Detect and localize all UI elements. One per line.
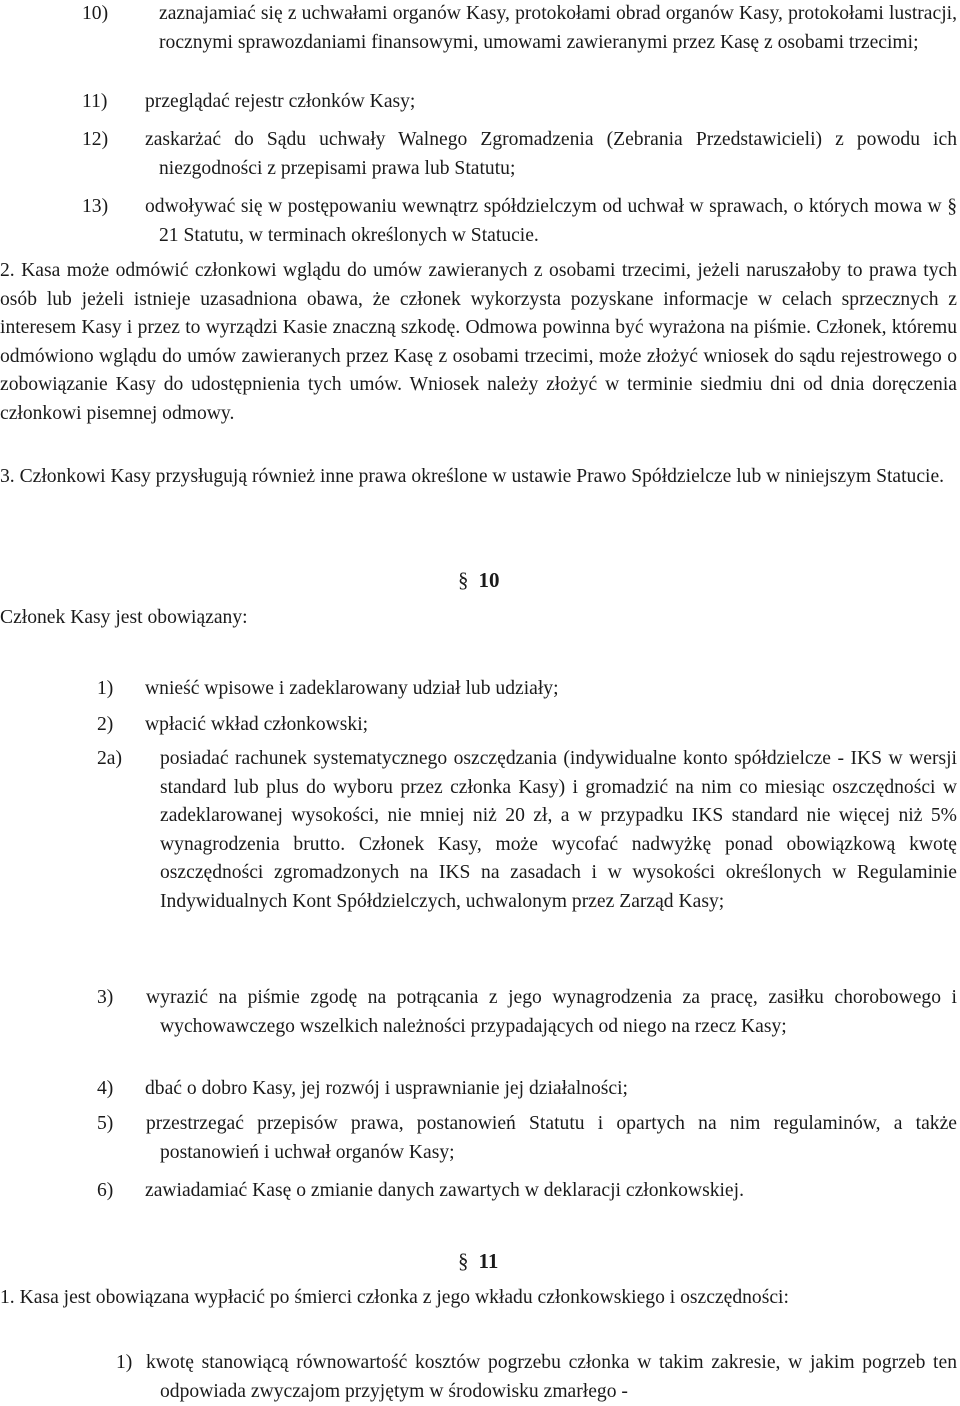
item-text: dbać o dobro Kasy, jej rozwój i usprawnianie jej działalności; — [145, 1078, 628, 1099]
list-item — [82, 0, 957, 57]
item-text: odwoływać się w postępowaniu wewnątrz spółdzielczym od uchwał w sprawach, o których mowa w § 21 Statutu, w terminach określonych w Statucie. — [145, 196, 957, 246]
item-text: wpłacić wkład członkowski; — [145, 714, 369, 735]
paragraph-2: 2. Kasa może odmówić członkowi wglądu do umów zawieranych z osobami trzecimi, jeżeli naruszałoby to prawa tych osób lub jeżeli istnieje uzasadniona obawa, że członek wykorzysta pozyskane informacje w celach sprzecznych z interesem Kasy i przez to wyrządzi Kasie znaczną szkodę. Odmowa powinna być wyrażona na piśmie. Członek, któremu odmówiono wglądu do umów zawieranych przez Kasę z osobami trzecimi, może złożyć wniosek do sądu rejestrowego o zobowiązanie Kasy do udostępnienia tych umów. Wniosek należy złożyć w terminie siedmiu dni od dnia doręczenia członkowi pisemnej odmowy. — [0, 260, 957, 424]
list-item — [116, 1349, 957, 1406]
item-text: zaznajamiać się z uchwałami organów Kasy, protokołami obrad organów Kasy, protokołami lustracji, rocznymi sprawozdaniami finansowymi, umowami zawieranymi przez Kasę z osobami trzecimi; — [159, 3, 957, 53]
section-heading-10 — [458, 566, 500, 595]
list-item — [97, 1177, 957, 1206]
section-11-paragraph-1: 1. Kasa jest obowiązana wypłacić po śmierci członka z jego wkładu członkowskiego i oszczędności: — [0, 1287, 789, 1308]
list-item — [82, 126, 957, 183]
section-number: 10 — [478, 568, 500, 592]
list-item — [97, 675, 957, 704]
item-text: przestrzegać przepisów prawa, postanowień Statutu i opartych na nim regulaminów, a także postanowień i uchwał organów Kasy; — [146, 1113, 957, 1163]
list-item — [97, 984, 957, 1041]
item-text: kwotę stanowiącą równowartość kosztów pogrzebu członka w takim zakresie, w jakim pogrzeb ten odpowiada zwyczajom przyjętym w środowisku zmarłego - — [146, 1352, 957, 1402]
item-text: wnieść wpisowe i zadeklarowany udział lub udziały; — [145, 678, 559, 699]
item-number: 12) — [82, 129, 109, 150]
section-intro: Członek Kasy jest obowiązany: — [0, 607, 248, 628]
item-text: wyrazić na piśmie zgodę na potrącania z jego wynagrodzenia za pracę, zasiłku chorobowego i wychowawczego wszelkich należności przypadających od niego na rzecz Kasy; — [146, 987, 957, 1037]
item-text: zaskarżać do Sądu uchwały Walnego Zgromadzenia (Zebrania Przedstawicieli) z powodu ich niezgodności z przepisami prawa lub Statutu; — [145, 129, 957, 179]
item-number: 2a) — [97, 748, 123, 769]
section-symbol: § — [458, 1249, 469, 1273]
item-text: posiadać rachunek systematycznego oszczędzania (indywidualne konto spółdzielcze - IKS w wersji standard lub plus do wyboru przez członka Kasy) i gromadzić na nim co miesiąc oszczędności w zadeklarowanej wysokości, nie mniej niż 20 zł, a w przypadku IKS standard nie więcej niż 5% wynagrodzenia brutto. Członek Kasy, może wycofać nadwyżkę ponad obowiązkową kwotę oszczędności zgromadzonych na IKS na zasadach i w wysokości określonych w Regulaminie Indywidualnych Kont Spółdzielczych, uchwalonym przez Zarząd Kasy; — [160, 748, 957, 912]
section-symbol: § — [458, 568, 469, 592]
item-number: 1) — [116, 1352, 133, 1373]
list-item — [82, 88, 957, 117]
list-item — [97, 745, 957, 916]
item-number: 4) — [97, 1078, 114, 1099]
item-number: 5) — [97, 1113, 114, 1134]
item-text: zawiadamiać Kasę o zmianie danych zawartych w deklaracji członkowskiej. — [145, 1180, 744, 1201]
item-number: 11) — [82, 91, 108, 112]
list-item — [97, 1075, 957, 1104]
item-number: 10) — [82, 3, 109, 24]
item-number: 6) — [97, 1180, 114, 1201]
section-number: 11 — [478, 1249, 499, 1273]
item-number: 1) — [97, 678, 114, 699]
item-text: przeglądać rejestr członków Kasy; — [145, 91, 416, 112]
paragraph-3: 3. Członkowi Kasy przysługują również inne prawa określone w ustawie Prawo Spółdzielcze lub w niniejszym Statucie. — [0, 466, 945, 487]
list-item — [82, 193, 957, 250]
item-number: 2) — [97, 714, 114, 735]
section-heading-11 — [458, 1247, 498, 1276]
list-item — [97, 1110, 957, 1167]
item-number: 3) — [97, 987, 114, 1008]
item-number: 13) — [82, 196, 109, 217]
list-item — [97, 711, 957, 740]
